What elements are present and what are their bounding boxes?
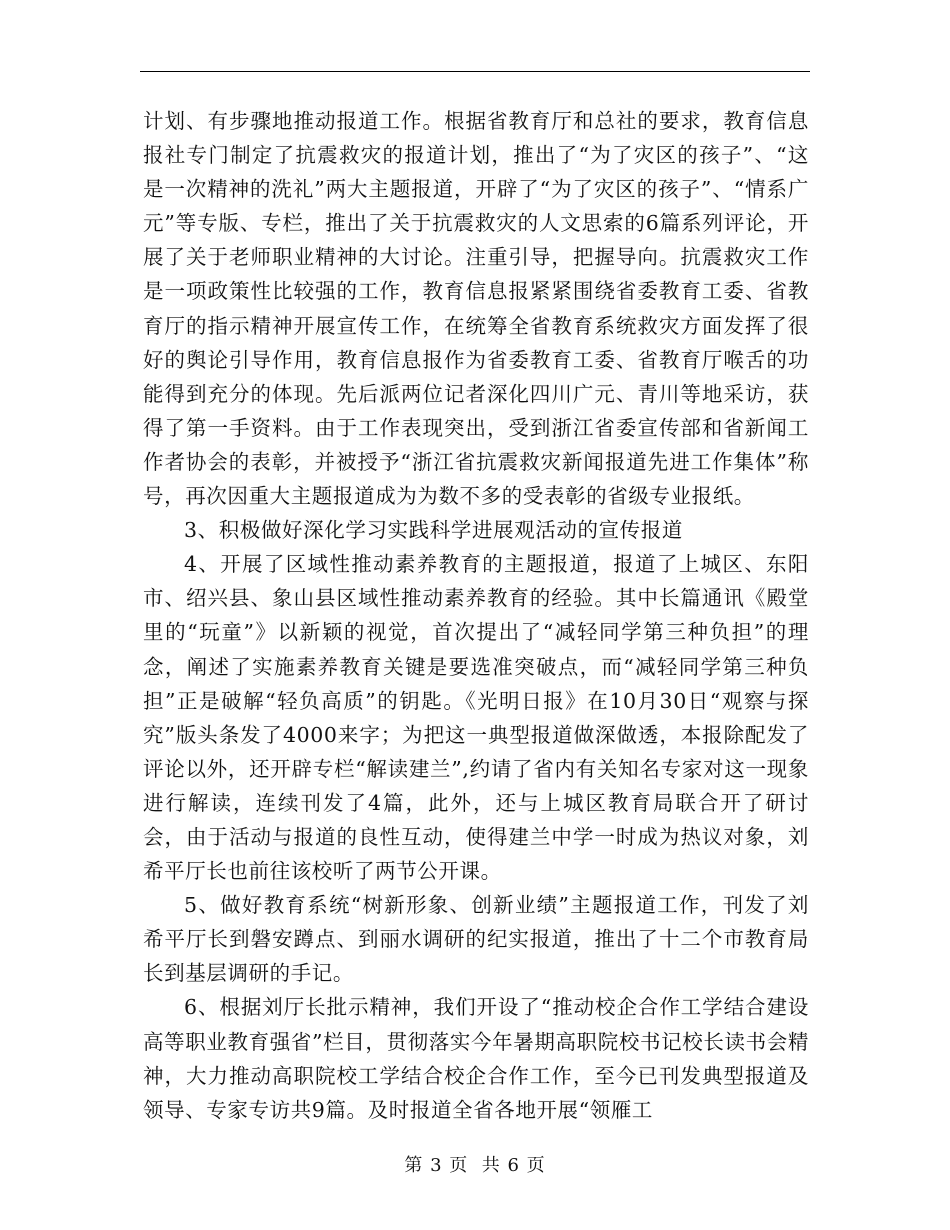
- footer-suffix: 页: [526, 1155, 546, 1176]
- paragraph-4: 5、做好教育系统“树新形象、创新业绩”主题报道工作，刊发了刘希平厅长到磐安蹲点、到丽水调研的纪实报道，推出了十二个市教育局长到基层调研的手记。: [143, 893, 809, 986]
- footer-prefix: 第: [404, 1155, 424, 1176]
- footer-mid: 页 共: [449, 1155, 501, 1176]
- paragraph-2: 3、积极做好深化学习实践科学进展观活动的宣传报道: [184, 518, 683, 543]
- footer-current-page: 3: [430, 1155, 443, 1176]
- footer-total-pages: 6: [507, 1155, 520, 1176]
- paragraph-3: 4、开展了区域性推动素养教育的主题报道，报道了上城区、东阳市、绍兴县、象山县区域性推动素养教育的经验。其中长篇通讯《殿堂里的“玩童”》以新颖的视觉，首次提出了“减轻同学第三种负担”的理念，阐述了实施素养教育关键是要选准突破点，而“减轻同学第三种负担”正是破解“轻负高质”的钥匙。《光明日报》在10月30日“观察与探究”版头条发了4000来字；为把这一典型报道做深做透，本报除配发了评论以外，还开辟专栏“解读建兰”,约请了省内有关知名专家对这一现象进行解读，连续刊发了4篇，此外，还与上城区教育局联合开了研讨会，由于活动与报道的良性互动，使得建兰中学一时成为热议对象，刘希平厅长也前往该校听了两节公开课。: [143, 552, 809, 884]
- document-body: [143, 104, 809, 1127]
- header-divider: [140, 71, 810, 72]
- paragraph-5: 6、根据刘厅长批示精神，我们开设了“推动校企合作工学结合建设高等职业教育强省”栏目，贯彻落实今年暑期高职院校书记校长读书会精神，大力推动高职院校工学结合校企合作工作，至今已刊发典型报道及领导、专家专访共9篇。及时报道全省各地开展“领雁工: [143, 995, 809, 1122]
- page-footer: [0, 1154, 950, 1178]
- paragraph-1: 计划、有步骤地推动报道工作。根据省教育厅和总社的要求，教育信息报社专门制定了抗震救灾的报道计划，推出了“为了灾区的孩子”、“这是一次精神的洗礼”两大主题报道，开辟了“为了灾区的孩子”、“情系广元”等专版、专栏，推出了关于抗震救灾的人文思索的6篇系列评论，开展了关于老师职业精神的大讨论。注重引导，把握导向。抗震救灾工作是一项政策性比较强的工作，教育信息报紧紧围绕省委教育工委、省教育厅的指示精神开展宣传工作，在统筹全省教育系统救灾方面发挥了很好的舆论引导作用，教育信息报作为省委教育工委、省教育厅喉舌的功能得到充分的体现。先后派两位记者深化四川广元、青川等地采访，获得了第一手资料。由于工作表现突出，受到浙江省委宣传部和省新闻工作者协会的表彰，并被授予“浙江省抗震救灾新闻报道先进工作集体”称号，再次因重大主题报道成为为数不多的受表彰的省级专业报纸。: [143, 109, 809, 509]
